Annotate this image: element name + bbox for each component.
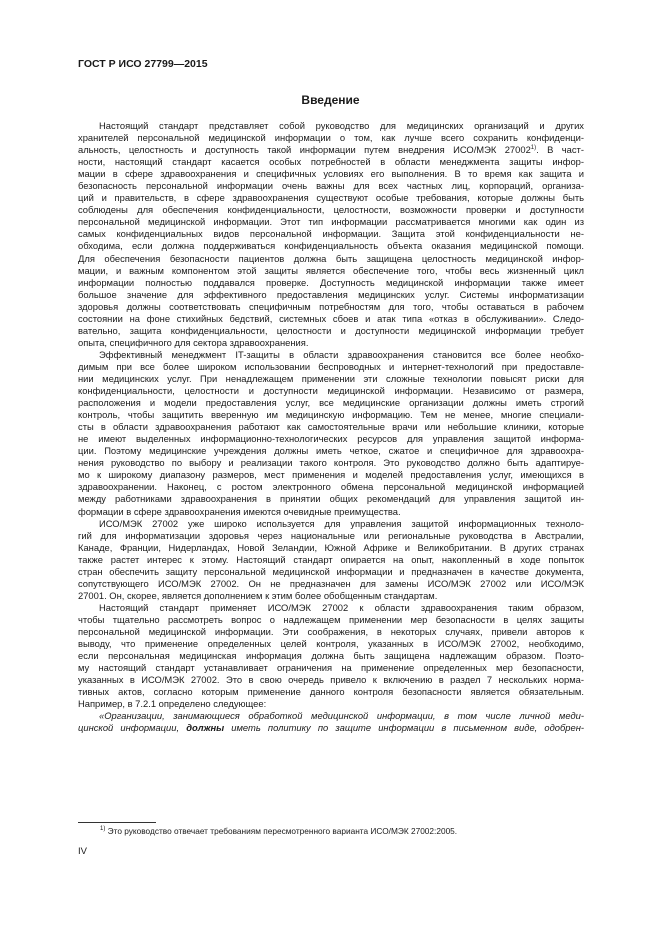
paragraph-4-line: тивных актов, согласно которым применение данного контроля безопасности является обязательным.	[78, 686, 584, 698]
paragraph-1-line: Для обеспечения безопасности пациентов должна быть защищена целостность медицинской инфор-	[78, 252, 584, 264]
paragraph-1-line: ности, настоящий стандарт касается особых потребностей в области менеджмента защиты инфор-	[78, 156, 584, 168]
paragraph-4-line: му настоящий стандарт устанавливает ограничения на применение определенных мер безопасности,	[78, 662, 584, 674]
paragraph-1-line: мации в сфере здравоохранения и специфичных условиях его выполнения. В то время как защита и	[78, 168, 584, 180]
paragraph-1-line: вательно, защита конфиденциальности, целостности и доступности медицинской информации требует	[78, 324, 584, 336]
paragraph-4-line: Например, в 7.2.1 определено следующее:	[78, 698, 267, 710]
paragraph-1-line: безопасность персональной информации очень важны для всех частных лиц, корпораций, организа-	[78, 180, 584, 192]
quote-text: цинской информации,	[78, 722, 187, 734]
paragraph-2-line: между работниками здравоохранения в принятии общих рекомендаций для управления защитой ин-	[78, 493, 584, 505]
section-title: Введение	[301, 93, 360, 107]
paragraph-1-line: большое значение для эффективного предоставления медицинских услуг. Системы информатизации	[78, 288, 584, 300]
paragraph-2-line: нения руководство по выбору и реализации такого контроля. Это руководство должно быть адаптируе-	[78, 457, 584, 469]
paragraph-text: . В част-	[536, 144, 584, 156]
paragraph-2-line: ции. Поэтому медицинские учреждения должны иметь четкое, сжатое и специфичное для здравоохра-	[78, 445, 584, 457]
paragraph-1-line: информации полностью поддавался проверке. Доступность медицинской информации также имеет	[78, 276, 584, 288]
document-body	[78, 120, 584, 734]
paragraph-4-line: если персональная медицинская информация должна быть защищена надлежащим образом. Поэто-	[78, 650, 584, 662]
paragraph-2-line: контроль, чтобы защитить вверенную им медицинскую информацию. Тем не менее, многие специали-	[78, 409, 584, 421]
paragraph-3-line: 27001. Он, скорее, является дополнением к этим более обобщенным стандартам.	[78, 589, 438, 601]
footnote	[100, 826, 457, 836]
paragraph-4-line: чтобы тщательно рассмотреть вопрос о надлежащем применении мер безопасности в целях защиты	[78, 613, 584, 625]
paragraph-1-line: здоровья должны соответствовать специфичным потребностям для того, чтобы оставаться в рабочем	[78, 300, 584, 312]
paragraph-2-line: Эффективный менеджмент IT-защиты в области здравоохранения становится все более необхо-	[99, 348, 584, 360]
paragraph-3-line: стран обеспечить защиту персональной медицинской информации и предназначен в качестве документа,	[78, 565, 584, 577]
paragraph-3-line: также растет интерес к этому. Настоящий стандарт опирается на опыт, накопленный в ходе попыток	[78, 553, 584, 565]
paragraph-3-line: ИСО/МЭК 27002 уже широко используется для управления защитой информационных техноло-	[99, 517, 584, 529]
footnote-reference: 1)	[530, 144, 537, 151]
footnote-marker: 1)	[100, 826, 106, 833]
paragraph-1-line: ций и правительств, в сфере здравоохранения существуют особые требования, которые должны быть	[78, 192, 584, 204]
page-number: IV	[78, 846, 87, 857]
paragraph-2-line: не имеют выделенных информационно-технологических ресурсов для управления защитой информа-	[78, 433, 584, 445]
paragraph-1-line: обходима, если должна поддерживаться конфиденциальность объекта оказания медицинской помощи.	[78, 240, 584, 252]
paragraph-2-line: здравоохранении. Наконец, с ростом электронного обмена персональной медицинской информацией	[78, 481, 584, 493]
paragraph-2-line: конфиденциальности, целостности и доступности медицинской информации. Независимо от размера,	[78, 385, 584, 397]
paragraph-2-line: расположения и модели предоставления услуг, все медицинские организации должны иметь строгий	[78, 397, 584, 409]
paragraph-4-line: персональной медицинской информации. Эти соображения, в некоторых случаях, привели авторов к	[78, 625, 584, 637]
quote-text: иметь политику по защите информации в письменном виде, одобрен-	[224, 722, 584, 734]
quote-line	[78, 722, 584, 734]
paragraph-2-line: димым при все более широком использовании беспроводных и интернет-технологий при предоставле-	[78, 360, 584, 372]
paragraph-2-line: сты в области здравоохранения работают как самостоятельные врачи или небольшие клиники, которые	[78, 421, 584, 433]
paragraph-1-line	[78, 144, 584, 156]
quote-emphasis: должны	[186, 722, 225, 734]
document-header: ГОСТ Р ИСО 27799—2015	[78, 58, 208, 70]
paragraph-text: альность, целостность и доступность такой информации путем внедрения ИСО/МЭК 27002	[78, 144, 531, 156]
footnote-divider	[78, 822, 156, 823]
paragraph-3-line: гий для информатизации здоровья через национальные или региональные руководства в Австралии,	[78, 529, 584, 541]
paragraph-2-line: мо к широкому диапазону размеров, мест применения и моделей предоставления услуг, имеющихся в	[78, 469, 584, 481]
paragraph-4-line: указанных в ИСО/МЭК 27002. Это в свою очередь привело к включению в раздел 7 нескольких норма-	[78, 674, 584, 686]
paragraph-2-line: нии медицинских услуг. При ненадлежащем применении эти сложные технологии повысят риски для	[78, 372, 584, 384]
paragraph-1-line: самых конфиденциальных видов персональной информации. Защита этой конфиденциальности не-	[78, 228, 584, 240]
paragraph-1-line: опыта, специфичного для сектора здравоохранения.	[78, 336, 309, 348]
paragraph-4-line: Настоящий стандарт применяет ИСО/МЭК 27002 к области здравоохранения таким образом,	[99, 601, 584, 613]
paragraph-3-line: Канаде, Франции, Нидерландах, Новой Зеландии, Южной Африке и Великобритании. В других странах	[78, 541, 584, 553]
paragraph-1-line: соблюдены для обеспечения конфиденциальности, целостности, возможности проверки и доступности	[78, 204, 584, 216]
paragraph-1-line: персональной медицинской информации. Этот тип информации рассматривается многими как один из	[78, 216, 584, 228]
paragraph-4-line: выводу, что применение определенных целей контроля, указанных в ИСО/МЭК 27002, необходимо,	[78, 638, 584, 650]
paragraph-2-line: формации в сфере здравоохранения имеются очевидные преимущества.	[78, 505, 401, 517]
paragraph-1-line: хранителей персональной медицинской информации о том, как лучше всего сохранить конфиденци-	[78, 132, 584, 144]
quote-line: «Организации, занимающиеся обработкой медицинской информации, в том числе личной меди-	[99, 710, 584, 722]
paragraph-1-line: Настоящий стандарт представляет собой руководство для медицинских организаций и других	[99, 120, 584, 131]
paragraph-1-line: состоянии на фоне стихийных бедствий, системных сбоев и атак типа «отказ в обслуживании». Следо-	[78, 312, 584, 324]
paragraph-1-line: мации, и важным компонентом этой защиты является обеспечение того, чтобы весь жизненный цикл	[78, 264, 584, 276]
footnote-text: Это руководство отвечает требованиям пересмотренного варианта ИСО/МЭК 27002:2005.	[105, 826, 458, 836]
paragraph-3-line: сопутствующего ИСО/МЭК 27002. Он не предназначен для замены ИСО/МЭК 27002 или ИСО/МЭК	[78, 577, 584, 589]
